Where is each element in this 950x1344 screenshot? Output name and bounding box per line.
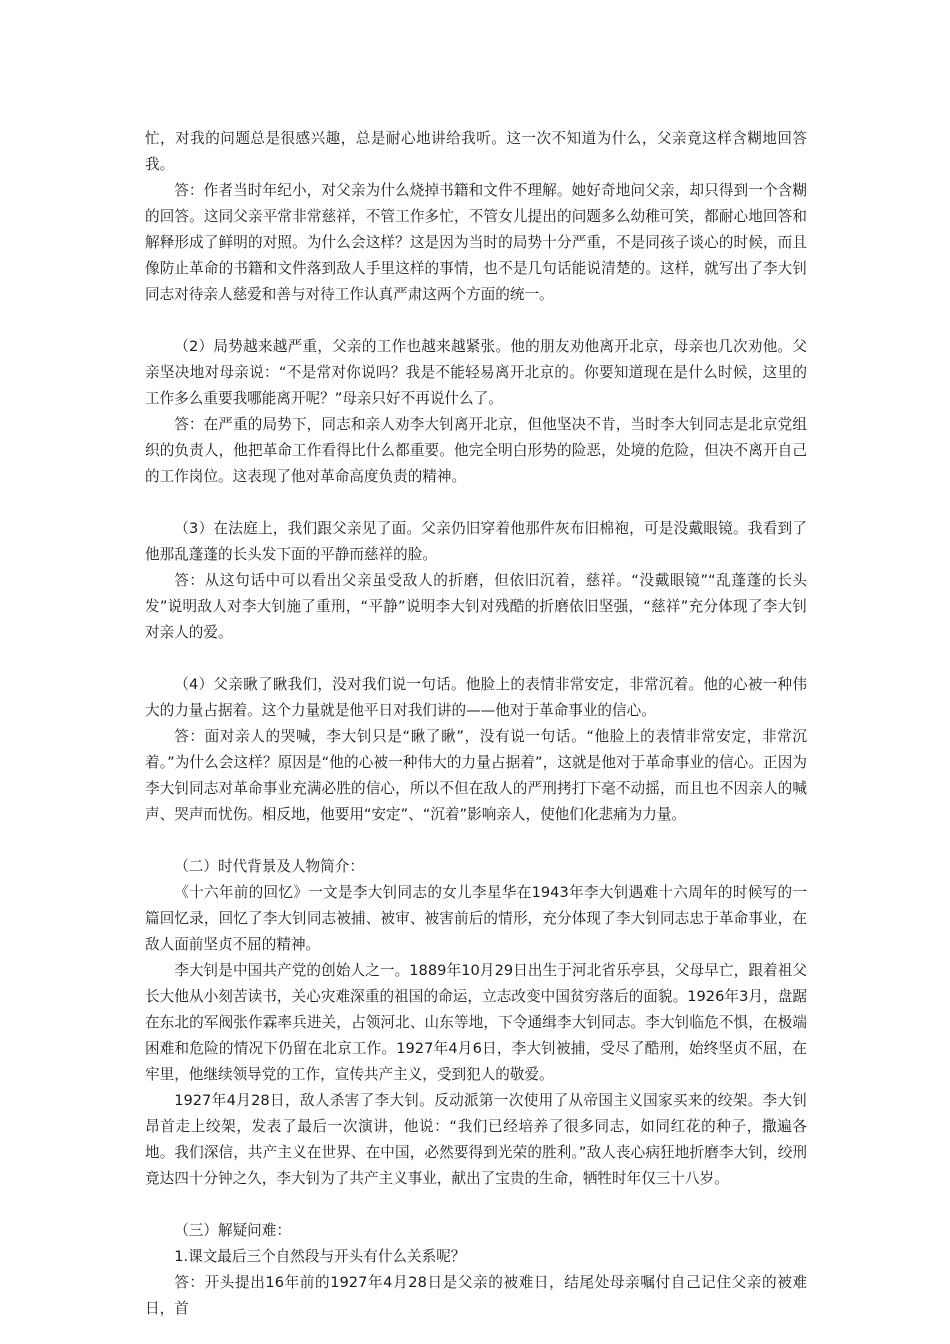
question-1: 1.课文最后三个自然段与开头有什么关系呢？	[174, 1248, 466, 1265]
paragraph-gap	[145, 308, 807, 334]
section-heading-questions: （三）解疑问难：	[174, 1222, 291, 1239]
answer-paragraph-2: 答：在严重的局势下，同志和亲人劝李大钊离开北京，但他坚决不肯，当时李大钊同志是北京党组织的负责人，他把革命工作看得比什么都重要。他完全明白形势的险恶，处境的危险，但决不离开自己的工作岗位。这表现了他对革命高度负责的精神。	[145, 416, 807, 485]
background-paragraph-1: 《十六年前的回忆》一文是李大钊同志的女儿李星华在1943年李大钊遇难十六周年的时候写的一篇回忆录，回忆了李大钊同志被捕、被审、被害前后的情形，充分体现了李大钊同志忠于革命事业，在敌人面前坚贞不屈的精神。	[145, 884, 807, 953]
paragraph-gap	[145, 1192, 807, 1218]
paragraph-continuation: 忙，对我的问题总是很感兴趣，总是耐心地讲给我听。这一次不知道为什么，父亲竟这样含糊地回答我。	[145, 130, 807, 173]
answer-paragraph-4: 答：面对亲人的哭喊，李大钊只是“瞅了瞅”，没有说一句话。“他脸上的表情非常安定，非常沉着。”为什么会这样？原因是“他的心被一种伟大的力量占据着”，这就是他对于革命事业的信心。正因为李大钊同志对革命事业充满必胜的信心，所以不但在敌人的严刑拷打下毫不动摇，而且也不因亲人的喊声、哭声而忧伤。相反地，他要用“安定”、“沉着”影响亲人，使他们化悲痛为力量。	[145, 728, 807, 823]
paragraph-gap	[145, 490, 807, 516]
background-paragraph-2: 李大钊是中国共产党的创始人之一。1889年10月29日出生于河北省乐亭县，父母早亡，跟着祖父长大他从小刻苦读书，关心灾难深重的祖国的命运，立志改变中国贫穷落后的面貌。1926年3月，盘踞在东北的军阀张作霖率兵进关，占领河北、山东等地，下令通缉李大钊同志。李大钊临危不惧，在极端困难和危险的情况下仍留在北京工作。1927年4月6日，李大钊被捕，受尽了酷刑，始终坚贞不屈，在牢里，他继续领导党的工作，宣传共产主义，受到犯人的敬爱。	[145, 962, 807, 1083]
section-heading-background: （二）时代背景及人物简介：	[174, 858, 364, 875]
answer-question-1: 答：开头提出16年前的1927年4月28日是父亲的被难日，结尾处母亲嘱付自己记住父亲的被难日，首	[145, 1274, 807, 1317]
answer-paragraph-3: 答：从这句话中可以看出父亲虽受敌人的折磨，但依旧沉着，慈祥。“没戴眼镜”“乱蓬蓬的长头发”说明敌人对李大钊施了重刑，“平静”说明李大钊对残酷的折磨依旧坚强，“慈祥”充分体现了李大钊对亲人的爱。	[145, 572, 807, 641]
answer-paragraph-1: 答：作者当时年纪小，对父亲为什么烧掉书籍和文件不理解。她好奇地问父亲，却只得到一个含糊的回答。这同父亲平常非常慈祥，不管工作多忙，不管女儿提出的问题多么幼稚可笑，都耐心地回答和解释形成了鲜明的对照。为什么会这样？这是因为当时的局势十分严重，不是同孩子谈心的时候，而且像防止革命的书籍和文件落到敌人手里这样的事情，也不是几句话能说清楚的。这样，就写出了李大钊同志对待亲人慈爱和善与对待工作认真严肃这两个方面的统一。	[145, 182, 807, 303]
background-paragraph-3: 1927年4月28日，敌人杀害了李大钊。反动派第一次使用了从帝国主义国家买来的绞架。李大钊昂首走上绞架，发表了最后一次演讲，他说：“我们已经培养了很多同志，如同红花的种子，撒遍各地。我们深信，共产主义在世界、在中国，必然要得到光荣的胜利。”敌人丧心病狂地折磨李大钊，绞刑竟达四十分钟之久，李大钊为了共产主义事业，献出了宝贵的生命，牺牲时年仅三十八岁。	[145, 1092, 807, 1187]
paragraph-gap	[145, 828, 807, 854]
quote-paragraph-3: （3）在法庭上，我们跟父亲见了面。父亲仍旧穿着他那件灰布旧棉袍，可是没戴眼镜。我看到了他那乱蓬蓬的长头发下面的平静而慈祥的脸。	[145, 520, 807, 563]
document-page	[145, 126, 807, 1322]
quote-paragraph-2: （2）局势越来越严重，父亲的工作也越来越紧张。他的朋友劝他离开北京，母亲也几次劝他。父亲坚决地对母亲说：“不是常对你说吗？我是不能轻易离开北京的。你要知道现在是什么时候，这里的工作多么重要我哪能离开呢？”母亲只好不再说什么了。	[145, 338, 807, 407]
quote-paragraph-4: （4）父亲瞅了瞅我们，没对我们说一句话。他脸上的表情非常安定，非常沉着。他的心被一种伟大的力量占据着。这个力量就是他平日对我们讲的——他对于革命事业的信心。	[145, 676, 807, 719]
paragraph-gap	[145, 646, 807, 672]
